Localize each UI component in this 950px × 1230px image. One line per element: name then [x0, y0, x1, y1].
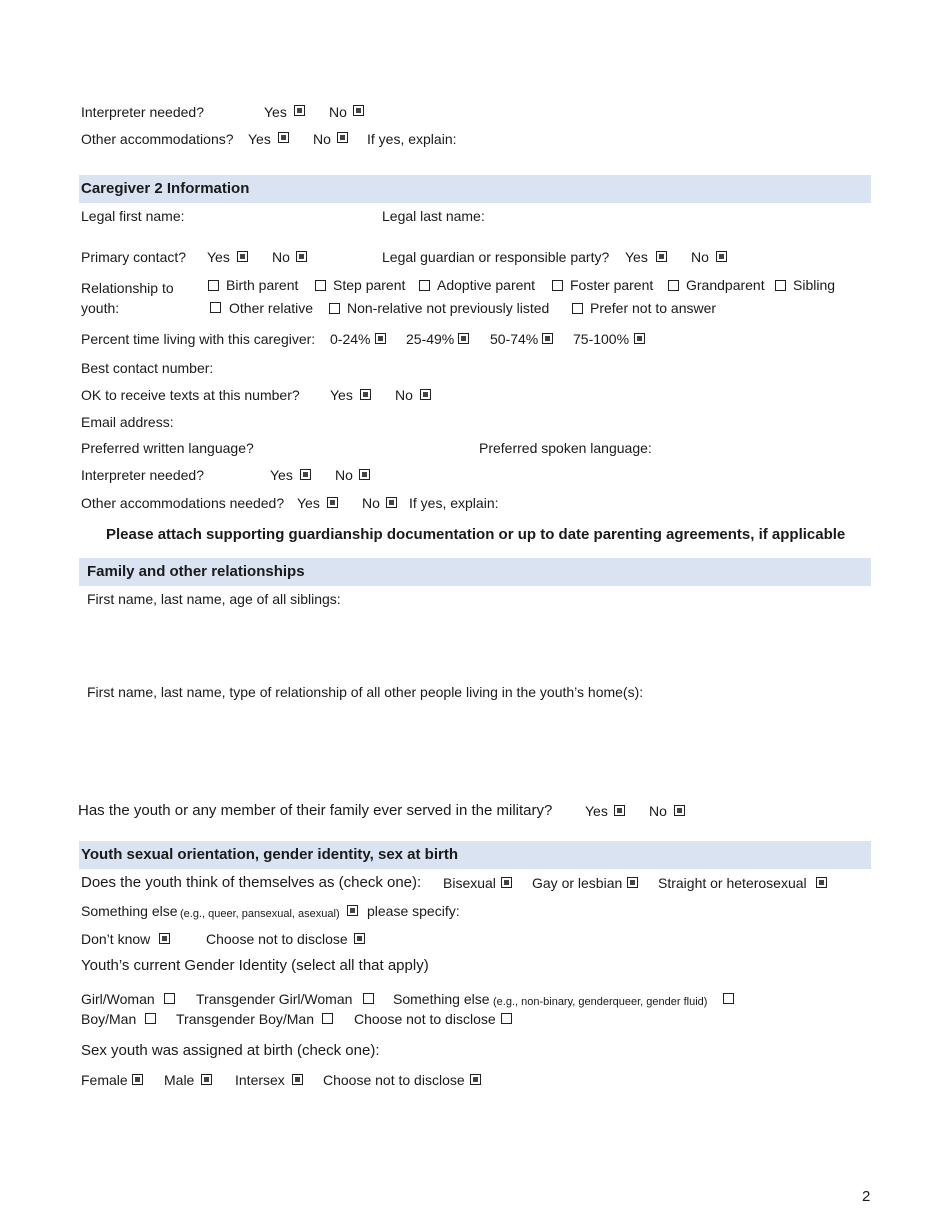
yes-label: Yes	[207, 249, 230, 265]
male-checkbox[interactable]	[201, 1074, 212, 1085]
relationship-label-2: youth:	[81, 300, 120, 316]
page-number: 2	[862, 1188, 871, 1205]
girl-woman-checkbox[interactable]	[164, 993, 175, 1004]
gender-something-else-checkbox[interactable]	[723, 993, 734, 1004]
no-label: No	[335, 467, 353, 483]
if-yes-explain: If yes, explain:	[409, 495, 499, 511]
percent-option-label: 75-100%	[573, 331, 630, 347]
boy-man-checkbox[interactable]	[145, 1013, 156, 1024]
percent-25-49-checkbox[interactable]	[458, 333, 469, 344]
bisexual-checkbox[interactable]	[501, 877, 512, 888]
interpreter-no-checkbox[interactable]	[353, 105, 364, 116]
interpreter-yes-checkbox[interactable]	[300, 469, 311, 480]
legal-guardian-yes-checkbox[interactable]	[656, 251, 667, 262]
primary-contact-no-checkbox[interactable]	[296, 251, 307, 262]
other-acc-needed-label: Other accommodations needed?	[81, 495, 285, 511]
yes-label: Yes	[248, 131, 271, 147]
dont-know-label: Don’t know	[81, 931, 151, 947]
gender-identity-question: Youth’s current Gender Identity (select all that apply)	[81, 957, 429, 974]
percent-75-100-checkbox[interactable]	[634, 333, 645, 344]
no-label: No	[362, 495, 380, 511]
other-people-label: First name, last name, type of relationship of all other people living in the youth’s home(s):	[87, 684, 644, 700]
yes-label: Yes	[330, 387, 353, 403]
sex-choose-not-checkbox[interactable]	[470, 1074, 481, 1085]
option-label: Gay or lesbian	[532, 875, 623, 891]
section-title: Family and other relationships	[87, 563, 305, 580]
orientation-question: Does the youth think of themselves as (check one):	[81, 874, 422, 891]
option-label: Grandparent	[686, 277, 765, 293]
something-else-checkbox[interactable]	[347, 905, 358, 916]
yes-label: Yes	[270, 467, 293, 483]
please-specify-label: please specify:	[367, 903, 460, 919]
percent-option-label: 0-24%	[330, 331, 371, 347]
option-label: Female	[81, 1072, 128, 1088]
primary-contact-yes-checkbox[interactable]	[237, 251, 248, 262]
step-parent-checkbox[interactable]	[315, 280, 326, 291]
option-label: Transgender Girl/Woman	[196, 991, 353, 1007]
legal-guardian-label: Legal guardian or responsible party?	[382, 249, 610, 265]
military-yes-checkbox[interactable]	[614, 805, 625, 816]
percent-time-label: Percent time living with this caregiver:	[81, 331, 316, 347]
option-label: Transgender Boy/Man	[176, 1011, 314, 1027]
legal-last-name-label: Legal last name:	[382, 208, 485, 224]
yes-label: Yes	[297, 495, 320, 511]
attach-documentation-note: Please attach supporting guardianship documentation or up to date parenting agreements, if applicable	[106, 526, 846, 543]
best-contact-label: Best contact number:	[81, 360, 214, 376]
other-acc-no-checkbox[interactable]	[386, 497, 397, 508]
option-label: Step parent	[333, 277, 406, 293]
intersex-checkbox[interactable]	[292, 1074, 303, 1085]
gender-something-else-label: Something else	[393, 991, 490, 1007]
option-label: Straight or heterosexual	[658, 875, 807, 891]
option-label: Male	[164, 1072, 195, 1088]
legal-first-name-label: Legal first name:	[81, 208, 185, 224]
something-else-examples: (e.g., queer, pansexual, asexual)	[180, 908, 340, 920]
section-title: Caregiver 2 Information	[81, 180, 250, 197]
yes-label: Yes	[585, 803, 608, 819]
option-label: Boy/Man	[81, 1011, 137, 1027]
option-label: Choose not to disclose	[354, 1011, 496, 1027]
sex-at-birth-question: Sex youth was assigned at birth (check one):	[81, 1042, 380, 1059]
other-acc-no-checkbox[interactable]	[337, 132, 348, 143]
percent-0-24-checkbox[interactable]	[375, 333, 386, 344]
option-label: Girl/Woman	[81, 991, 155, 1007]
option-label: Birth parent	[226, 277, 299, 293]
if-yes-explain: If yes, explain:	[367, 131, 457, 147]
percent-option-label: 25-49%	[406, 331, 455, 347]
option-label: Non-relative not previously listed	[347, 300, 550, 316]
no-label: No	[691, 249, 709, 265]
percent-option-label: 50-74%	[490, 331, 539, 347]
legal-guardian-no-checkbox[interactable]	[716, 251, 727, 262]
texts-yes-checkbox[interactable]	[360, 389, 371, 400]
non-relative-checkbox[interactable]	[329, 303, 340, 314]
transgender-boy-checkbox[interactable]	[322, 1013, 333, 1024]
preferred-spoken-label: Preferred spoken language:	[479, 440, 652, 456]
option-label: Adoptive parent	[437, 277, 536, 293]
gender-choose-not-checkbox[interactable]	[501, 1013, 512, 1024]
ok-texts-label: OK to receive texts at this number?	[81, 387, 300, 403]
siblings-label: First name, last name, age of all siblings:	[87, 591, 341, 607]
military-question: Has the youth or any member of their family ever served in the military?	[78, 802, 553, 819]
percent-50-74-checkbox[interactable]	[542, 333, 553, 344]
female-checkbox[interactable]	[132, 1074, 143, 1085]
gay-lesbian-checkbox[interactable]	[627, 877, 638, 888]
option-label: Prefer not to answer	[590, 300, 717, 316]
preferred-written-label: Preferred written language?	[81, 440, 254, 456]
prefer-not-answer-checkbox[interactable]	[572, 303, 583, 314]
sibling-checkbox[interactable]	[775, 280, 786, 291]
no-label: No	[272, 249, 290, 265]
other-accommodations-label: Other accommodations?	[81, 131, 234, 147]
option-label: Bisexual	[443, 875, 496, 891]
texts-no-checkbox[interactable]	[420, 389, 431, 400]
no-label: No	[329, 104, 347, 120]
something-else-label: Something else	[81, 903, 178, 919]
choose-not-label: Choose not to disclose	[206, 931, 348, 947]
interpreter-label: Interpreter needed?	[81, 104, 204, 120]
choose-not-disclose-checkbox[interactable]	[354, 933, 365, 944]
gender-examples: (e.g., non-binary, genderqueer, gender fluid)	[493, 996, 708, 1008]
straight-checkbox[interactable]	[816, 877, 827, 888]
yes-label: Yes	[264, 104, 287, 120]
adoptive-parent-checkbox[interactable]	[419, 280, 430, 291]
no-label: No	[649, 803, 667, 819]
primary-contact-label: Primary contact?	[81, 249, 187, 265]
other-acc-yes-checkbox[interactable]	[278, 132, 289, 143]
interpreter-label: Interpreter needed?	[81, 467, 204, 483]
transgender-girl-checkbox[interactable]	[363, 993, 374, 1004]
interpreter-yes-checkbox[interactable]	[294, 105, 305, 116]
other-relative-checkbox[interactable]	[210, 302, 221, 313]
dont-know-checkbox[interactable]	[159, 933, 170, 944]
other-acc-yes-checkbox[interactable]	[327, 497, 338, 508]
option-label: Sibling	[793, 277, 836, 293]
option-label: Other relative	[229, 300, 314, 316]
foster-parent-checkbox[interactable]	[552, 280, 563, 291]
option-label: Choose not to disclose	[323, 1072, 465, 1088]
interpreter-no-checkbox[interactable]	[359, 469, 370, 480]
email-label: Email address:	[81, 414, 174, 430]
option-label: Foster parent	[570, 277, 654, 293]
no-label: No	[313, 131, 331, 147]
section-title: Youth sexual orientation, gender identity, sex at birth	[81, 846, 458, 863]
no-label: No	[395, 387, 413, 403]
military-no-checkbox[interactable]	[674, 805, 685, 816]
birth-parent-checkbox[interactable]	[208, 280, 219, 291]
grandparent-checkbox[interactable]	[668, 280, 679, 291]
option-label: Intersex	[235, 1072, 285, 1088]
yes-label: Yes	[625, 249, 648, 265]
relationship-label: Relationship to	[81, 280, 174, 296]
